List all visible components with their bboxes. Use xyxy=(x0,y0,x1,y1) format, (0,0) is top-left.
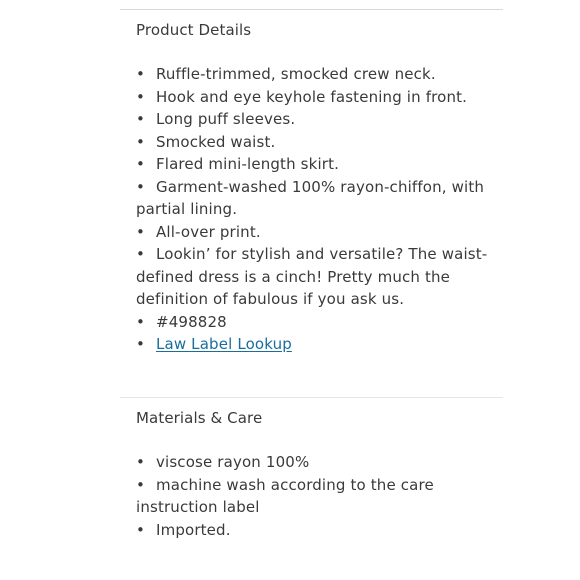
list-item-text: Flared mini-length skirt. xyxy=(156,155,340,173)
list-item xyxy=(136,221,496,244)
section-divider xyxy=(120,397,503,398)
list-item xyxy=(136,176,496,221)
list-item-text: Smocked waist. xyxy=(156,132,276,151)
list-item-text: viscose rayon 100% xyxy=(156,453,310,471)
list-item xyxy=(136,519,496,542)
bullet-icon: • xyxy=(136,312,145,331)
bullet-icon: • xyxy=(136,335,145,353)
bullet-icon: • xyxy=(136,87,145,106)
bullet-icon: • xyxy=(136,520,145,539)
product-details-section xyxy=(136,19,496,356)
list-item xyxy=(136,131,496,154)
bullet-icon: • xyxy=(136,245,145,263)
materials-care-title: Materials & Care xyxy=(136,409,263,427)
list-item-text: All-over print. xyxy=(156,222,261,241)
law-label-lookup-link[interactable]: Law Label Lookup xyxy=(156,335,292,353)
list-item-text: machine wash according to the care instruction label xyxy=(136,475,434,516)
materials-care-list xyxy=(136,451,496,541)
materials-care-section xyxy=(136,407,496,541)
product-details-list xyxy=(136,63,496,356)
list-item-text: Lookin’ for stylish and versatile? The waist-defined dress is a cinch! Pretty much the definition of fabulous if you ask us. xyxy=(136,245,488,308)
bullet-icon: • xyxy=(136,110,145,128)
bullet-icon: • xyxy=(136,65,145,83)
bullet-icon: • xyxy=(136,222,145,241)
list-item xyxy=(136,153,496,176)
list-item xyxy=(136,86,496,109)
list-item xyxy=(136,243,496,311)
list-item-text: Ruffle-trimmed, smocked crew neck. xyxy=(156,65,436,83)
bullet-icon: • xyxy=(136,177,145,196)
top-divider xyxy=(120,9,503,10)
list-item xyxy=(136,474,496,519)
product-details-title: Product Details xyxy=(136,21,252,39)
list-item-text: Garment-washed 100% rayon-chiffon, with partial lining. xyxy=(136,177,485,218)
bullet-icon: • xyxy=(136,155,145,173)
style-number: #498828 xyxy=(156,312,227,331)
list-item-text: Hook and eye keyhole fastening in front. xyxy=(156,87,468,106)
bullet-icon: • xyxy=(136,132,145,151)
list-item xyxy=(136,311,496,334)
list-item-text: Long puff sleeves. xyxy=(156,110,296,128)
list-item xyxy=(136,108,496,131)
bullet-icon: • xyxy=(136,475,145,494)
list-item xyxy=(136,63,496,86)
bullet-icon: • xyxy=(136,453,145,471)
list-item xyxy=(136,333,496,356)
list-item-text: Imported. xyxy=(156,520,231,539)
list-item xyxy=(136,451,496,474)
